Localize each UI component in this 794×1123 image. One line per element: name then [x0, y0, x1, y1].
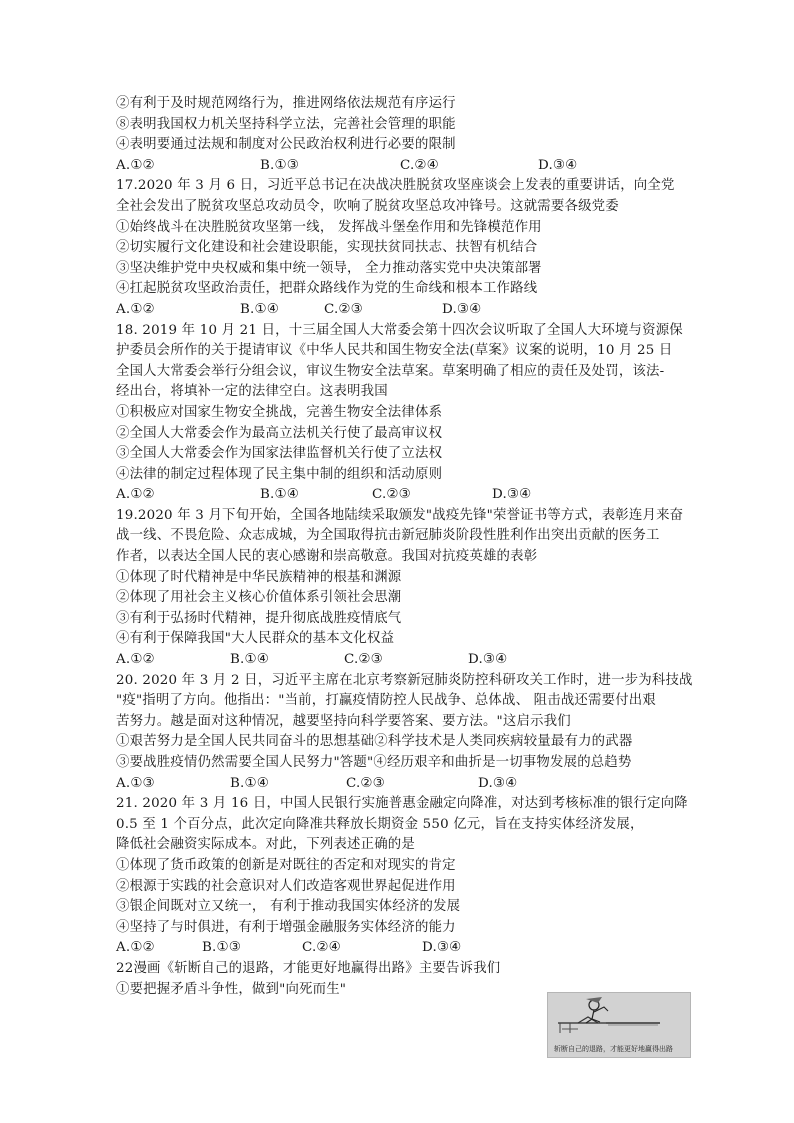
question-stem: 17.2020 年 3 月 6 日，习近平总书记在决战决胜脱贫攻坚座谈会上发表的重要讲话，向全党: [116, 178, 675, 194]
question-stem: 19.2020 年 3 月下旬开始，全国各地陆续采取颁发"战疫先锋"荣誉证书等方式，表彰连月来奋: [116, 507, 684, 523]
question-stem: 22漫画《斩断自己的退路，才能更好地赢得出路》主要告诉我们: [116, 960, 501, 976]
option-d: D.③④: [492, 487, 532, 503]
options-row: [116, 156, 686, 177]
option-d: D.③④: [538, 157, 578, 173]
cartoon-caption: 斩断自己的退路，才能更好地赢得出路: [554, 1045, 673, 1053]
options-row: [116, 938, 686, 959]
option-b: B.①③: [202, 940, 241, 956]
statement: ①积极应对国家生物安全挑战，完善生物安全法律体系: [116, 404, 443, 420]
question-21: [116, 794, 686, 959]
statement: ④扛起脱贫攻坚政治责任，把群众路线作为党的生命线和根本工作路线: [116, 281, 538, 297]
option-a: A.①②: [116, 652, 155, 668]
options-row: [116, 485, 686, 506]
statement: ②根源于实践的社会意识对人们改造客观世界起促进作用: [116, 878, 456, 894]
question-stem: 20. 2020 年 3 月 2 日，习近平主席在北京考察新冠肺炎防控科研攻关工作时，进一步为科技战: [116, 672, 693, 688]
option-d: D.③④: [478, 775, 518, 791]
option-c: C.②③: [372, 487, 411, 503]
option-c: C.②③: [346, 775, 385, 791]
question-19: [116, 506, 686, 671]
option-c: C.②④: [400, 157, 439, 173]
question-16-tail: [116, 94, 686, 176]
question-stem: 降低社会融资实际成本。对此，下列表述正确的是: [116, 837, 415, 853]
question-stem: 护委员会所作的关于提请审议《中华人民共和国生物安全法(草案》议案的说明，10 月 25 日: [116, 343, 673, 359]
question-stem: 全社会发出了脱贫攻坚总攻动员令，吹响了脱贫攻坚总攻冲锋号。这就需要各级党委: [116, 198, 619, 214]
option-d: D.③④: [468, 652, 508, 668]
options-row: [116, 650, 686, 671]
cartoon-image: [547, 992, 691, 1058]
statement: ③全国人大常委会作为国家法律监督机关行使了立法权: [116, 446, 443, 462]
question-stem: 全国人大常委会举行分组会议，审议生物安全法草案。草案明确了相应的责任及处罚，该法-: [116, 363, 665, 379]
statement: ③银企间既对立又统一， 有利于推动我国实体经济的发展: [116, 899, 461, 915]
statement: ④坚持了与时俱进，有利于增强金融服务实体经济的能力: [116, 919, 456, 935]
option-b: B.①④: [230, 652, 269, 668]
statement: ④有利于保障我国"大人民群众的基本文化权益: [116, 631, 395, 647]
statement: ④表明要通过法规和制度对公民政治权利进行必要的限制: [116, 137, 456, 153]
statement: ③坚决维护党中央权威和集中统一领导， 全力推动落实党中央决策部署: [116, 260, 542, 276]
question-stem: 21. 2020 年 3 月 16 日，中国人民银行实施普惠金融定向降准，对达到考核标准的银行定向降: [116, 796, 688, 812]
options-row: [116, 774, 686, 795]
statement: ②体现了用社会主义核心价值体系引领社会思潮: [116, 590, 402, 606]
statement: ①始终战斗在决胜脱贫攻坚第一线， 发挥战斗堡垒作用和先锋模范作用: [116, 219, 542, 235]
question-20: [116, 671, 693, 795]
question-stem: 苦努力。越是面对这种情况，越要坚持向科学要答案、要方法。"这启示我们: [116, 713, 571, 729]
option-c: C.②④: [302, 940, 341, 956]
option-b: B.①④: [230, 775, 269, 791]
question-18: [116, 321, 686, 506]
option-c: C.②③: [344, 652, 383, 668]
question-17: [116, 176, 686, 320]
option-b: B.①④: [260, 487, 299, 503]
statement: ④法律的制定过程体现了民主集中制的组织和活动原则: [116, 466, 443, 482]
option-a: A.①②: [116, 157, 155, 173]
option-b: B.①④: [240, 301, 279, 317]
option-a: A.①②: [116, 940, 155, 956]
question-stem: "疫"指明了方向。他指出："当前，打赢疫情防控人民战争、总体战、 阻击战还需要付出艰: [116, 693, 656, 709]
option-a: A.①②: [116, 301, 155, 317]
statement: ①艰苦努力是全国人民共同奋斗的思想基础②科学技术是人类同疾病较量最有力的武器: [116, 734, 633, 750]
statement: ①体现了时代精神是中华民族精神的根基和渊源: [116, 569, 402, 585]
statement: ⑧表明我国权力机关坚持科学立法，完善社会管理的职能: [116, 116, 456, 132]
option-c: C.②③: [324, 301, 363, 317]
option-b: B.①③: [260, 157, 299, 173]
options-row: [116, 300, 686, 321]
option-a: A.①②: [116, 487, 155, 503]
exam-page: [116, 94, 693, 1000]
statement: ①要把握矛盾斗争性，做到"向死而生": [116, 981, 347, 997]
option-d: D.③④: [442, 301, 482, 317]
question-stem: 战一线、不畏危险、众志成城，为全国取得抗击新冠肺炎阶段性胜利作出突出贡献的医务工: [116, 528, 660, 544]
statement: ①体现了货币政策的创新是对既往的否定和对现实的肯定: [116, 857, 456, 873]
option-d: D.③④: [422, 940, 462, 956]
statement: ③有利于弘扬时代精神，提升彻底战胜疫情底气: [116, 610, 402, 626]
statement: ②有利于及时规范网络行为，推进网络依法规范有序运行: [116, 96, 456, 111]
option-a: A.①③: [116, 775, 155, 791]
question-stem: 18. 2019 年 10 月 21 日，十三届全国人大常委会第十四次会议听取了全国人大环境与资源保: [116, 322, 683, 338]
statement: ③要战胜疫情仍然需要全国人民努力"答题"④经历艰辛和曲折是一切事物发展的总趋势: [116, 755, 632, 770]
statement: ②切实履行文化建设和社会建设职能，实现扶贫同扶志、扶智有机结合: [116, 240, 538, 256]
question-stem: 0.5 至 1 个百分点，此次定向降准共释放长期资金 550 亿元，旨在支持实体经济发展，: [116, 816, 644, 832]
question-stem: 作者，以表达全国人民的衷心感谢和崇高敬意。我国对抗疫英雄的表彰: [116, 549, 538, 565]
statement: ②全国人大常委会作为最高立法机关行使了最高审议权: [116, 425, 443, 441]
question-stem: 经出台，将填补一定的法律空白。这表明我国: [116, 384, 388, 400]
